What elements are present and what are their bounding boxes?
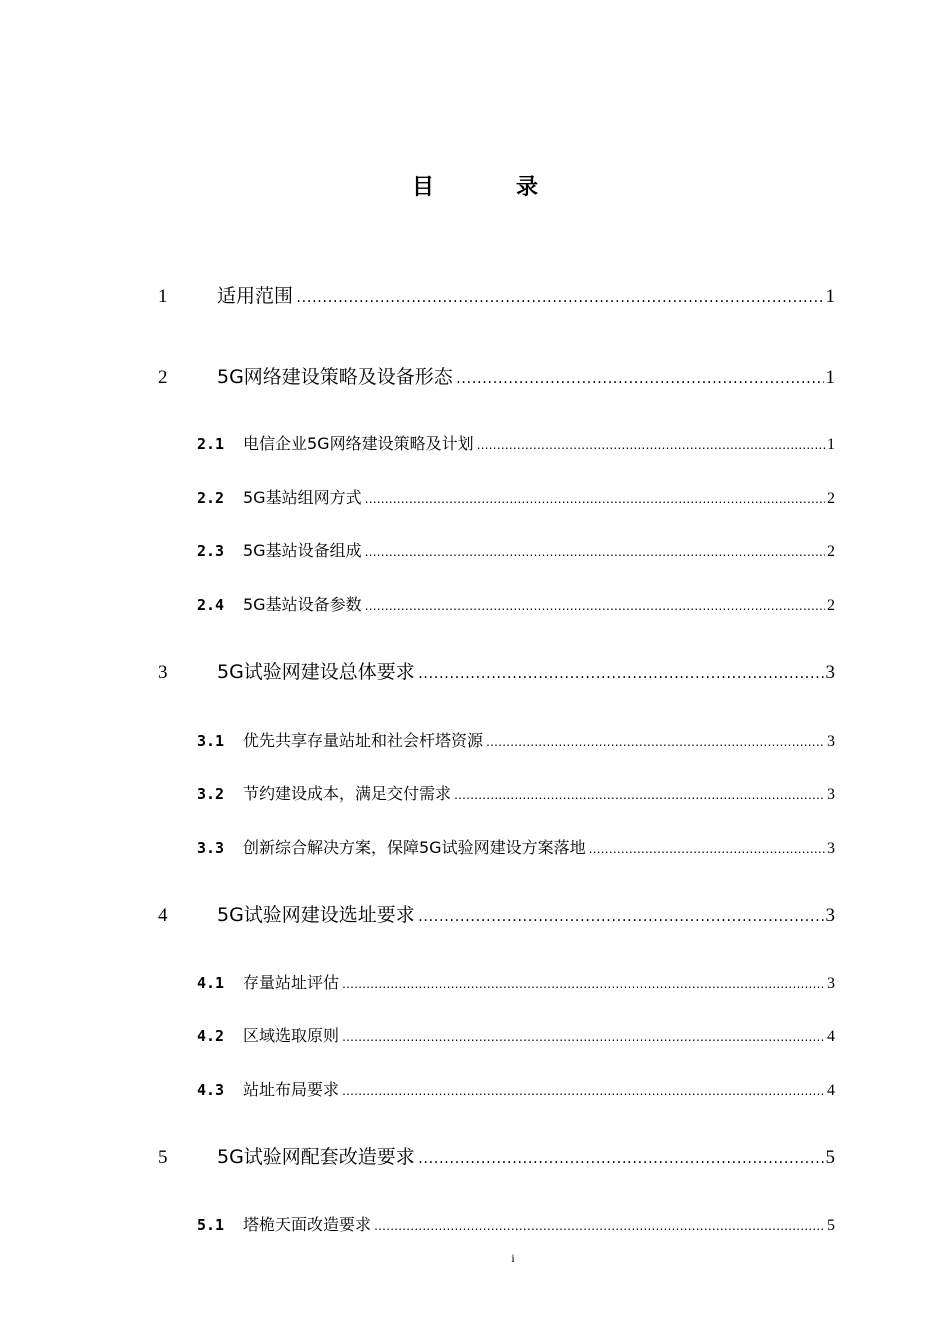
toc-entry-title: 塔桅天面改造要求 <box>243 1215 372 1234</box>
toc-entry-title: 优先共享存量站址和社会杆塔资源 <box>243 731 484 750</box>
toc-dot-leader <box>417 1152 824 1166</box>
toc-dot-leader <box>417 667 824 681</box>
toc-entry-page: 3 <box>827 840 835 857</box>
toc-entry-page: 3 <box>825 905 835 926</box>
toc-entry-number: 3.2 <box>197 785 225 803</box>
toc-entry-title: 5G试验网配套改造要求 <box>217 1146 415 1168</box>
toc-entry-page: 1 <box>827 436 835 453</box>
toc-entry[interactable] <box>197 835 835 858</box>
toc-dot-leader <box>455 372 824 386</box>
toc-entry-title: 5G基站组网方式 <box>243 488 362 507</box>
toc-entry[interactable] <box>197 781 835 804</box>
toc-entry-page: 4 <box>827 1028 835 1045</box>
toc-entry-title: 站址布局要求 <box>243 1080 340 1099</box>
toc-entry[interactable] <box>197 1023 835 1046</box>
toc-dot-leader <box>453 791 825 802</box>
toc-entry-title: 适用范围 <box>217 285 294 307</box>
toc-entry-page: 2 <box>827 543 835 560</box>
toc-entry-number: 2.1 <box>197 435 225 453</box>
toc-entry-number: 2 <box>158 367 168 388</box>
toc-entry[interactable] <box>158 362 835 389</box>
toc-entry-page: 3 <box>827 975 835 992</box>
toc-dot-leader <box>417 910 824 924</box>
toc-entry-number: 4.3 <box>197 1081 225 1099</box>
toc-dot-leader <box>295 291 823 305</box>
toc-entry-title: 5G网络建设策略及设备形态 <box>217 366 453 388</box>
toc-entry-title: 节约建设成本，满足交付需求 <box>243 784 452 803</box>
toc-entry[interactable] <box>197 485 835 508</box>
toc-entry-page: 2 <box>827 597 835 614</box>
toc-entry[interactable] <box>158 900 835 927</box>
toc-entry-page: 2 <box>827 490 835 507</box>
toc-entry-title: 区域选取原则 <box>243 1026 340 1045</box>
toc-entry-title: 5G试验网建设选址要求 <box>217 904 415 926</box>
toc-entry-number: 4 <box>158 905 168 926</box>
toc-entry-page: 1 <box>825 286 835 307</box>
toc-entry-number: 3 <box>158 662 168 683</box>
toc-entry-number: 3.1 <box>197 732 225 750</box>
toc-entry[interactable] <box>158 657 835 684</box>
toc-entry[interactable] <box>197 1212 835 1235</box>
toc-entry[interactable] <box>197 1077 835 1100</box>
toc-entry-number: 5.1 <box>197 1216 225 1234</box>
toc-entry-page: 3 <box>827 786 835 803</box>
toc-entry-number: 4.1 <box>197 974 225 992</box>
toc-dot-leader <box>341 1087 825 1098</box>
toc-entry[interactable] <box>158 1142 835 1169</box>
toc-entry-title: 创新综合解决方案，保障5G试验网建设方案落地 <box>243 838 586 857</box>
toc-dot-leader <box>588 845 825 856</box>
toc-dot-leader <box>485 738 825 749</box>
toc-entry-number: 3.3 <box>197 839 225 857</box>
toc-title: 目 录 <box>411 175 568 200</box>
toc-entry[interactable] <box>158 281 835 308</box>
toc-entry-page: 5 <box>827 1217 835 1234</box>
toc-dot-leader <box>364 602 825 613</box>
toc-dot-leader <box>364 548 825 559</box>
toc-entry[interactable] <box>197 538 835 561</box>
toc-entry[interactable] <box>197 592 835 615</box>
toc-entry-title: 5G基站设备参数 <box>243 595 362 614</box>
toc-entry[interactable] <box>197 431 835 454</box>
toc-entry-page: 1 <box>825 367 835 388</box>
toc-entry-number: 2.4 <box>197 596 225 614</box>
toc-dot-leader <box>341 980 825 991</box>
toc-entry[interactable] <box>197 970 835 993</box>
toc-entry-page: 3 <box>827 733 835 750</box>
toc-dot-leader <box>373 1222 825 1233</box>
toc-entry[interactable] <box>197 728 835 751</box>
toc-dot-leader <box>341 1033 825 1044</box>
toc-entry-title: 电信企业5G网络建设策略及计划 <box>243 434 474 453</box>
toc-entry-title: 5G试验网建设总体要求 <box>217 661 415 683</box>
toc-entry-number: 2.2 <box>197 489 225 507</box>
page-number: i <box>511 1251 515 1265</box>
toc-entry-number: 2.3 <box>197 542 225 560</box>
toc-entry-title: 5G基站设备组成 <box>243 541 362 560</box>
toc-entry-page: 5 <box>825 1147 835 1168</box>
toc-entry-page: 3 <box>825 662 835 683</box>
toc-entry-number: 4.2 <box>197 1027 225 1045</box>
toc-entry-number: 1 <box>158 286 168 307</box>
toc-dot-leader <box>476 441 825 452</box>
toc-entry-page: 4 <box>827 1082 835 1099</box>
toc-entry-number: 5 <box>158 1147 168 1168</box>
toc-dot-leader <box>364 495 825 506</box>
toc-entry-title: 存量站址评估 <box>243 973 340 992</box>
